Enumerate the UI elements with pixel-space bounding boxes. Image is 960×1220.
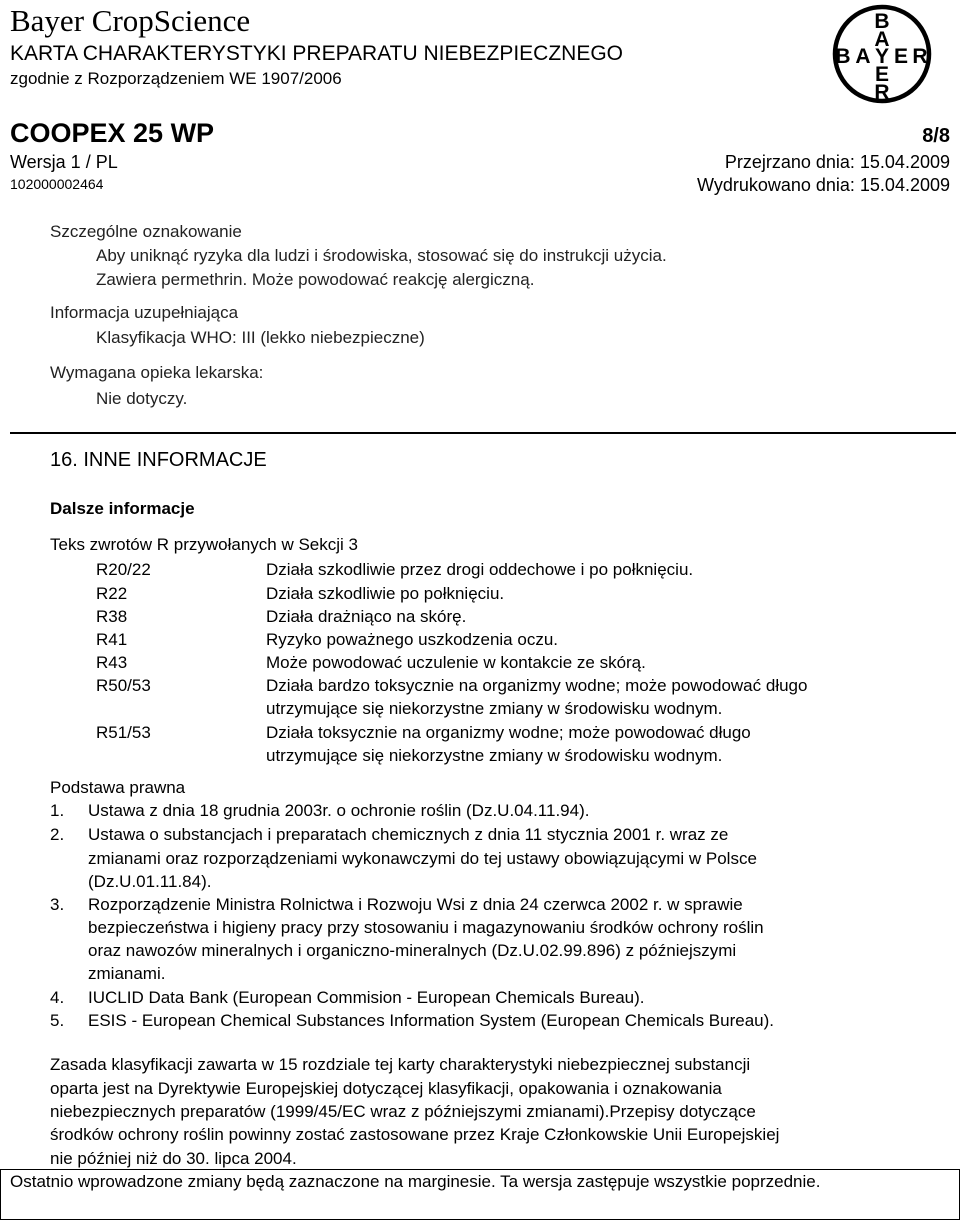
product-name: COOPEX 25 WP (10, 118, 215, 148)
r-phrase-text: Działa bardzo toksycznie na organizmy wodne; może powodować długo (266, 676, 808, 695)
r-phrase-text: Działa toksycznie na organizmy wodne; może powodować długo (266, 723, 751, 742)
svg-text:R: R (912, 45, 928, 68)
extra-info-heading: Informacja uzupełniająca (50, 303, 239, 322)
svg-text:Y: Y (874, 45, 890, 68)
r-phrase-code: R41 (96, 630, 128, 649)
legal-item-number: 1. (50, 801, 65, 820)
regulation-reference: zgodnie z Rozporządzeniem WE 1907/2006 (10, 69, 342, 88)
section-divider (10, 432, 956, 434)
legal-item-number: 4. (50, 988, 65, 1007)
legal-basis-heading: Podstawa prawna (50, 778, 186, 797)
closing-paragraph-line: Zasada klasyfikacji zawarta w 15 rozdziale tej karty charakterystyki niebezpiecznej substancji (50, 1055, 751, 1074)
company-name: Bayer CropScience (10, 3, 251, 38)
closing-paragraph-line: nie później niż do 30. lipca 2004. (50, 1149, 297, 1168)
r-phrase-code: R50/53 (96, 676, 151, 695)
r-phrase-code: R38 (96, 607, 128, 626)
medical-care-heading: Wymagana opieka lekarska: (50, 363, 264, 382)
r-phrases-intro: Teks zwrotów R przywołanych w Sekcji 3 (50, 535, 358, 554)
legal-item-number: 2. (50, 825, 65, 844)
svg-text:A: A (874, 28, 890, 51)
r-phrase-text: Może powodować uczulenie w kontakcie ze skórą. (266, 653, 646, 672)
printed-date: Wydrukowano dnia: 15.04.2009 (696, 175, 950, 195)
legal-item-text: bezpieczeństwa i higieny pracy przy stosowaniu i magazynowaniu środków ochrony roślin (88, 918, 764, 937)
legal-item-text: oraz nawozów mineralnych i organiczno-mineralnych (Dz.U.02.99.896) z późniejszymi (88, 941, 737, 960)
legal-item-text: zmianami. (88, 964, 166, 983)
document-code: 102000002464 (10, 176, 104, 192)
r-phrase-code: R20/22 (96, 560, 151, 579)
who-classification: Klasyfikacja WHO: III (lekko niebezpieczne) (96, 328, 425, 347)
page-number: 8/8 (922, 125, 950, 147)
svg-text:R: R (874, 81, 890, 104)
r-phrase-text: utrzymujące się niekorzystne zmiany w środowisku wodnym. (266, 746, 723, 765)
document-title: KARTA CHARAKTERYSTYKI PREPARATU NIEBEZPIECZNEGO (10, 42, 624, 65)
legal-item-text: IUCLID Data Bank (European Commision - European Chemicals Bureau). (88, 988, 645, 1007)
legal-item-number: 5. (50, 1011, 65, 1030)
legal-item-text: ESIS - European Chemical Substances Information System (European Chemicals Bureau). (88, 1011, 774, 1030)
legal-item-text: Ustawa o substancjach i preparatach chemicznych z dnia 11 stycznia 2001 r. wraz ze (88, 825, 729, 844)
r-phrase-code: R22 (96, 584, 128, 603)
special-labeling-heading: Szczególne oznakowanie (50, 222, 242, 241)
section-subtitle: Dalsze informacje (50, 499, 195, 518)
r-phrase-text: utrzymujące się niekorzystne zmiany w środowisku wodnym. (266, 699, 723, 718)
special-labeling-line: Zawiera permethrin. Może powodować reakcję alergiczną. (96, 270, 535, 289)
special-labeling-line: Aby uniknąć ryzyka dla ludzi i środowiska, stosować się do instrukcji użycia. (96, 246, 667, 265)
legal-item-text: Rozporządzenie Ministra Rolnictwa i Rozwoju Wsi z dnia 24 czerwca 2002 r. w sprawie (88, 895, 743, 914)
section-title: 16. INNE INFORMACJE (50, 449, 267, 471)
legal-item-number: 3. (50, 895, 65, 914)
r-phrase-text: Działa drażniąco na skórę. (266, 607, 467, 626)
r-phrase-text: Działa szkodliwie przez drogi oddechowe i po połknięciu. (266, 560, 694, 579)
legal-item-text: (Dz.U.01.11.84). (88, 872, 212, 891)
reviewed-date: Przejrzano dnia: 15.04.2009 (724, 152, 950, 172)
legal-item-text: zmianami oraz rozporządzeniami wykonawczymi do tej ustawy obowiązującymi w Polsce (88, 849, 757, 868)
r-phrase-text: Ryzyko poważnego uszkodzenia oczu. (266, 630, 558, 649)
svg-text:B: B (874, 10, 890, 33)
closing-paragraph-line: środków ochrony roślin powinny zostać zastosowane przez Kraje Członkowskie Unii Europejskiej (50, 1125, 780, 1144)
r-phrase-text: Działa szkodliwie po połknięciu. (266, 584, 505, 603)
medical-care-value: Nie dotyczy. (96, 389, 188, 408)
svg-text:B: B (835, 45, 851, 68)
svg-text:E: E (874, 63, 890, 86)
footer-note: Ostatnio wprowadzone zmiany będą zaznaczone na marginesie. Ta wersja zastępuje wszystkie poprzednie. (10, 1172, 821, 1191)
footer-box (0, 1169, 960, 1220)
bayer-cross-logo (832, 4, 932, 104)
svg-text:E: E (893, 45, 909, 68)
legal-item-text: Ustawa z dnia 18 grudnia 2003r. o ochronie roślin (Dz.U.04.11.94). (88, 801, 590, 820)
closing-paragraph-line: niebezpiecznych preparatów (1999/45/EC wraz z późniejszymi zmianami).Przepisy dotyczące (50, 1102, 756, 1121)
closing-paragraph-line: oparta jest na Dyrektywie Europejskiej dotyczącej klasyfikacji, opakowania i oznakowania (50, 1079, 722, 1098)
r-phrase-code: R43 (96, 653, 128, 672)
svg-text:A: A (855, 45, 871, 68)
r-phrase-code: R51/53 (96, 723, 151, 742)
version-label: Wersja 1 / PL (10, 152, 118, 172)
